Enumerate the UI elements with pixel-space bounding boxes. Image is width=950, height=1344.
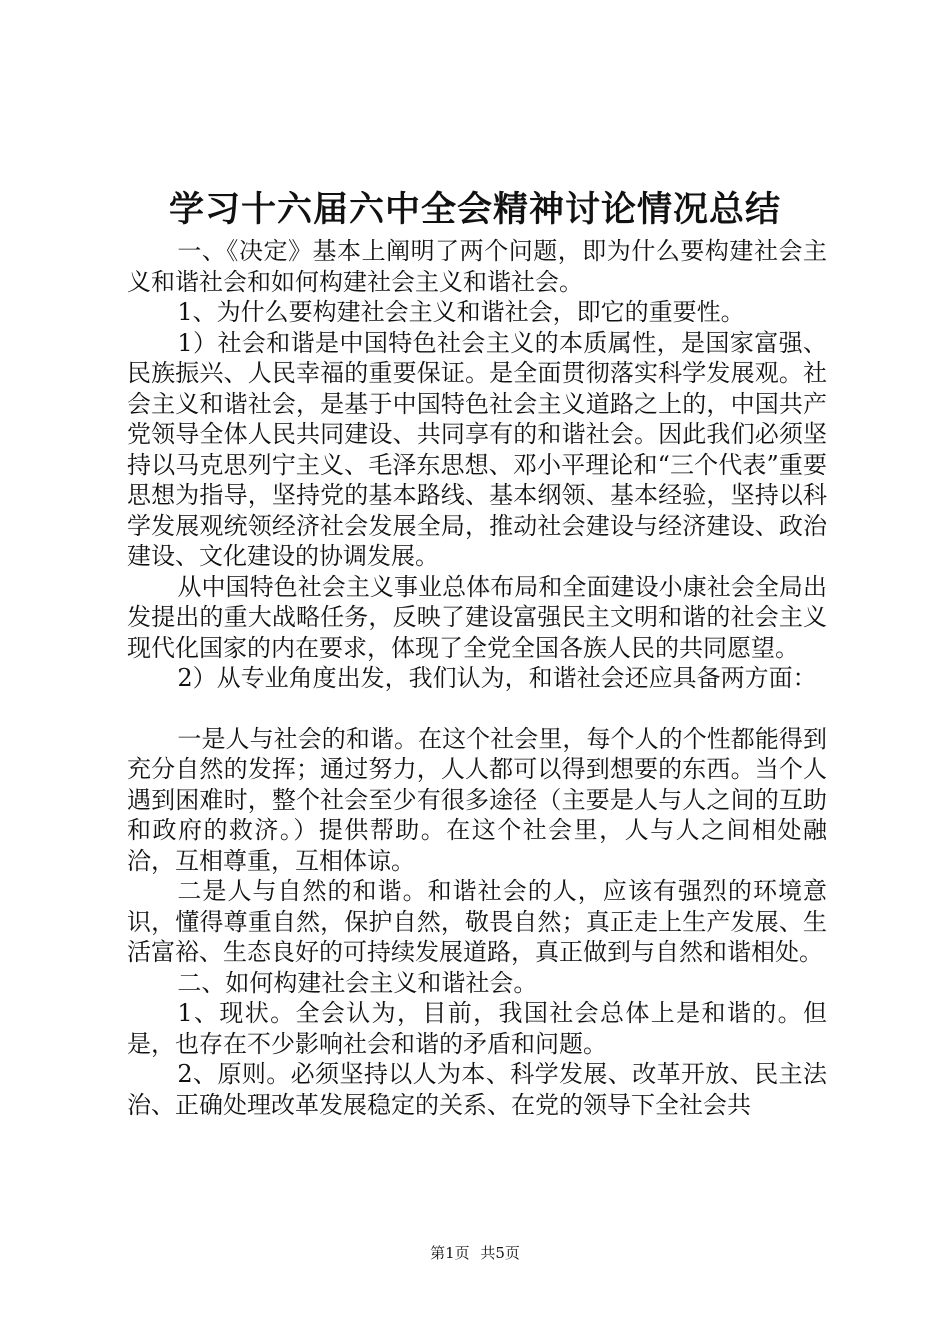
paragraph: 1、为什么要构建社会主义和谐社会，即它的重要性。 [177,298,745,326]
paragraph: 1）社会和谐是中国特色社会主义的本质属性，是国家富强、民族振兴、人民幸福的重要保证。是全面贯彻落实科学发展观。社会主义和谐社会，是基于中国特色社会主义道路之上的，中国共产党领导全体人民共同建设、共同享有的和谐社会。因此我们必须坚持以马克思列宁主义、毛泽东思想、邓小平理论和“三个代表”重要思想为指导，坚持党的基本路线、基本纲领、基本经验，坚持以科学发展观统领经济社会发展全局，推动社会建设与经济建设、政治建设、文化建设的协调发展。 [127,328,827,570]
page-number: 第1页 [430,1244,470,1262]
paragraph: 2、原则。必须坚持以人为本、科学发展、改革开放、民主法治、正确处理改革发展稳定的关系、在党的领导下全社会共 [127,1060,827,1119]
page-total: 共5页 [480,1244,520,1262]
page-footer [0,1243,950,1263]
paragraph: 2）从专业角度出发，我们认为，和谐社会还应具备两方面： [177,664,817,692]
paragraph: 一是人与社会的和谐。在这个社会里，每个人的个性都能得到充分自然的发挥；通过努力，人人都可以得到想要的东西。当个人遇到困难时，整个社会至少有很多途径（主要是人与人之间的互助和政府的救济。）提供帮助。在这个社会里，人与人之间相处融洽，互相尊重，互相体谅。 [127,724,827,875]
paragraph: 二是人与自然的和谐。和谐社会的人，应该有强烈的环境意识，懂得尊重自然，保护自然，敬畏自然；真正走上生产发展、生活富裕、生态良好的可持续发展道路，真正做到与自然和谐相处。 [127,877,827,966]
paragraph: 1、现状。全会认为，目前，我国社会总体上是和谐的。但是，也存在不少影响社会和谐的矛盾和问题。 [127,999,827,1058]
paragraph: 从中国特色社会主义事业总体布局和全面建设小康社会全局出发提出的重大战略任务，反映了建设富强民主文明和谐的社会主义现代化国家的内在要求，体现了全党全国各族人民的共同愿望。 [127,572,827,662]
paragraph: 二、如何构建社会主义和谐社会。 [177,968,538,997]
document-body [127,236,827,1120]
document-title: 学习十六届六中全会精神讨论情况总结 [168,190,781,230]
paragraph: 一、《决定》基本上阐明了两个问题，即为什么要构建社会主义和谐社会和如何构建社会主义和谐社会。 [127,237,827,296]
